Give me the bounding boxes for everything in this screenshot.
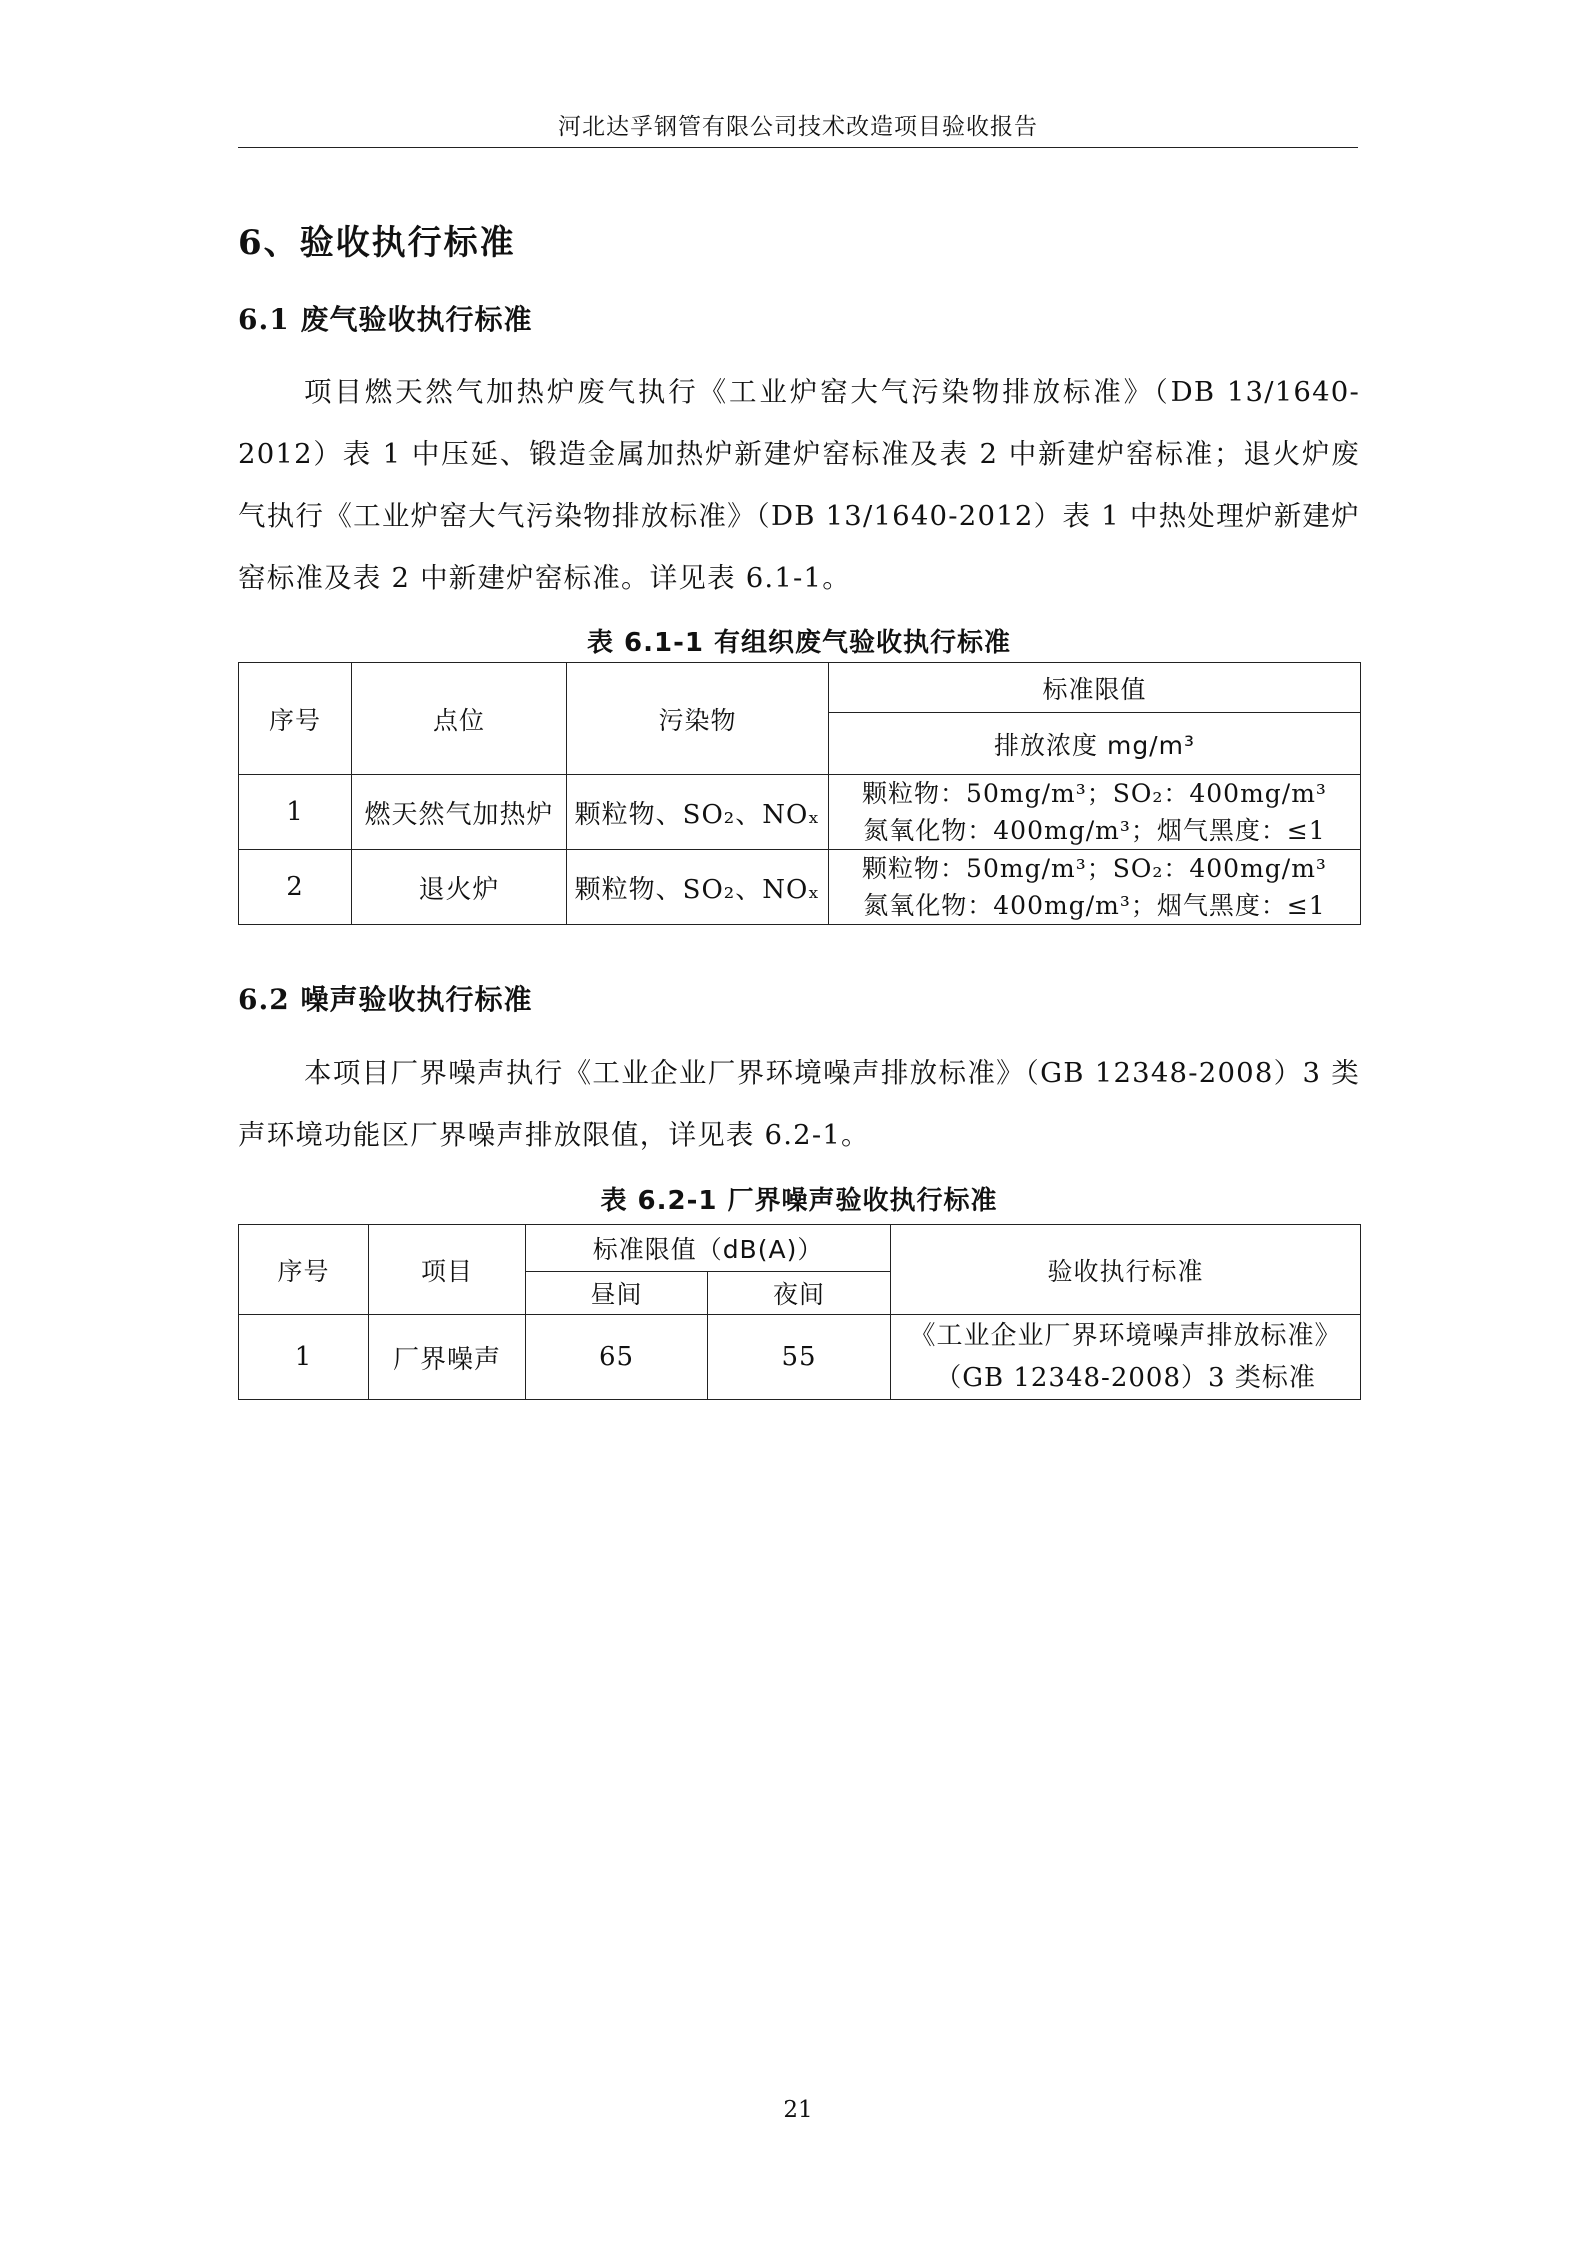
header-cell-item: 项目	[369, 1225, 526, 1315]
section-6-heading: 6、验收执行标准	[238, 223, 516, 263]
table-row	[239, 775, 1361, 850]
cell-point: 燃天然气加热炉	[352, 775, 567, 850]
table-6-2	[238, 1224, 1361, 1400]
page-number: 21	[783, 2097, 813, 2123]
limit-line-2: 氮氧化物：400mg/m³；烟气黑度：≤1	[863, 891, 1326, 920]
table-row	[239, 850, 1361, 925]
cell-no: 1	[239, 775, 352, 850]
section-6-2-paragraph: 本项目厂界噪声执行《工业企业厂界环境噪声排放标准》（GB 12348-2008）3 类声环境功能区厂界噪声排放限值，详见表 6.2-1。	[238, 1057, 1360, 1151]
cell-pollutant: 颗粒物、SO₂、NOₓ	[567, 775, 829, 850]
cell-day: 65	[526, 1315, 708, 1400]
section-6-2-heading: 6.2 噪声验收执行标准	[238, 983, 533, 1016]
cell-point: 退火炉	[352, 850, 567, 925]
cell-pollutant: 颗粒物、SO₂、NOₓ	[567, 850, 829, 925]
cell-item: 厂界噪声	[369, 1315, 526, 1400]
cell-night: 55	[708, 1315, 891, 1400]
limit-line-2: 氮氧化物：400mg/m³；烟气黑度：≤1	[863, 816, 1326, 845]
header-cell-concentration: 排放浓度 mg/m³	[829, 713, 1361, 775]
running-header: 河北达孚钢管有限公司技术改造项目验收报告	[558, 114, 1038, 140]
cell-no: 1	[239, 1315, 369, 1400]
table-header-row	[239, 1225, 1361, 1272]
table-6-2-caption: 表 6.2-1 厂界噪声验收执行标准	[600, 1186, 998, 1216]
header-cell-point: 点位	[352, 663, 567, 775]
header-cell-night: 夜间	[708, 1272, 891, 1315]
cell-no: 2	[239, 850, 352, 925]
standard-line-1: 《工业企业厂界环境噪声排放标准》	[909, 1321, 1342, 1351]
table-row	[239, 1315, 1361, 1400]
cell-limit	[829, 775, 1361, 850]
standard-line-2: （GB 12348-2008）3 类标准	[935, 1363, 1316, 1393]
header-cell-standard: 验收执行标准	[891, 1225, 1361, 1315]
limit-line-1: 颗粒物：50mg/m³；SO₂：400mg/m³	[862, 854, 1327, 883]
section-6-1-paragraph: 项目燃天然气加热炉废气执行《工业炉窑大气污染物排放标准》（DB 13/1640-2012）表 1 中压延、锻造金属加热炉新建炉窑标准及表 2 中新建炉窑标准；退火炉废气执行《工业炉窑大气污染物排放标准》（DB 13/1640-2012）表 1 中热处理炉新建炉窑标准及表 2 中新建炉窑标准。详见表 6.1-1。	[238, 376, 1360, 594]
header-cell-limit-group: 标准限值	[829, 663, 1361, 713]
header-cell-pollutant: 污染物	[567, 663, 829, 775]
header-cell-no: 序号	[239, 1225, 369, 1315]
header-cell-day: 昼间	[526, 1272, 708, 1315]
header-cell-limit-group: 标准限值（dB(A)）	[526, 1225, 891, 1272]
header-cell-no: 序号	[239, 663, 352, 775]
header-divider	[238, 147, 1358, 148]
cell-standard	[891, 1315, 1361, 1400]
table-header-row	[239, 663, 1361, 713]
limit-line-1: 颗粒物：50mg/m³；SO₂：400mg/m³	[862, 779, 1327, 808]
table-6-1-caption: 表 6.1-1 有组织废气验收执行标准	[586, 628, 1012, 658]
cell-limit	[829, 850, 1361, 925]
table-6-1	[238, 662, 1361, 925]
section-6-1-heading: 6.1 废气验收执行标准	[238, 303, 533, 336]
